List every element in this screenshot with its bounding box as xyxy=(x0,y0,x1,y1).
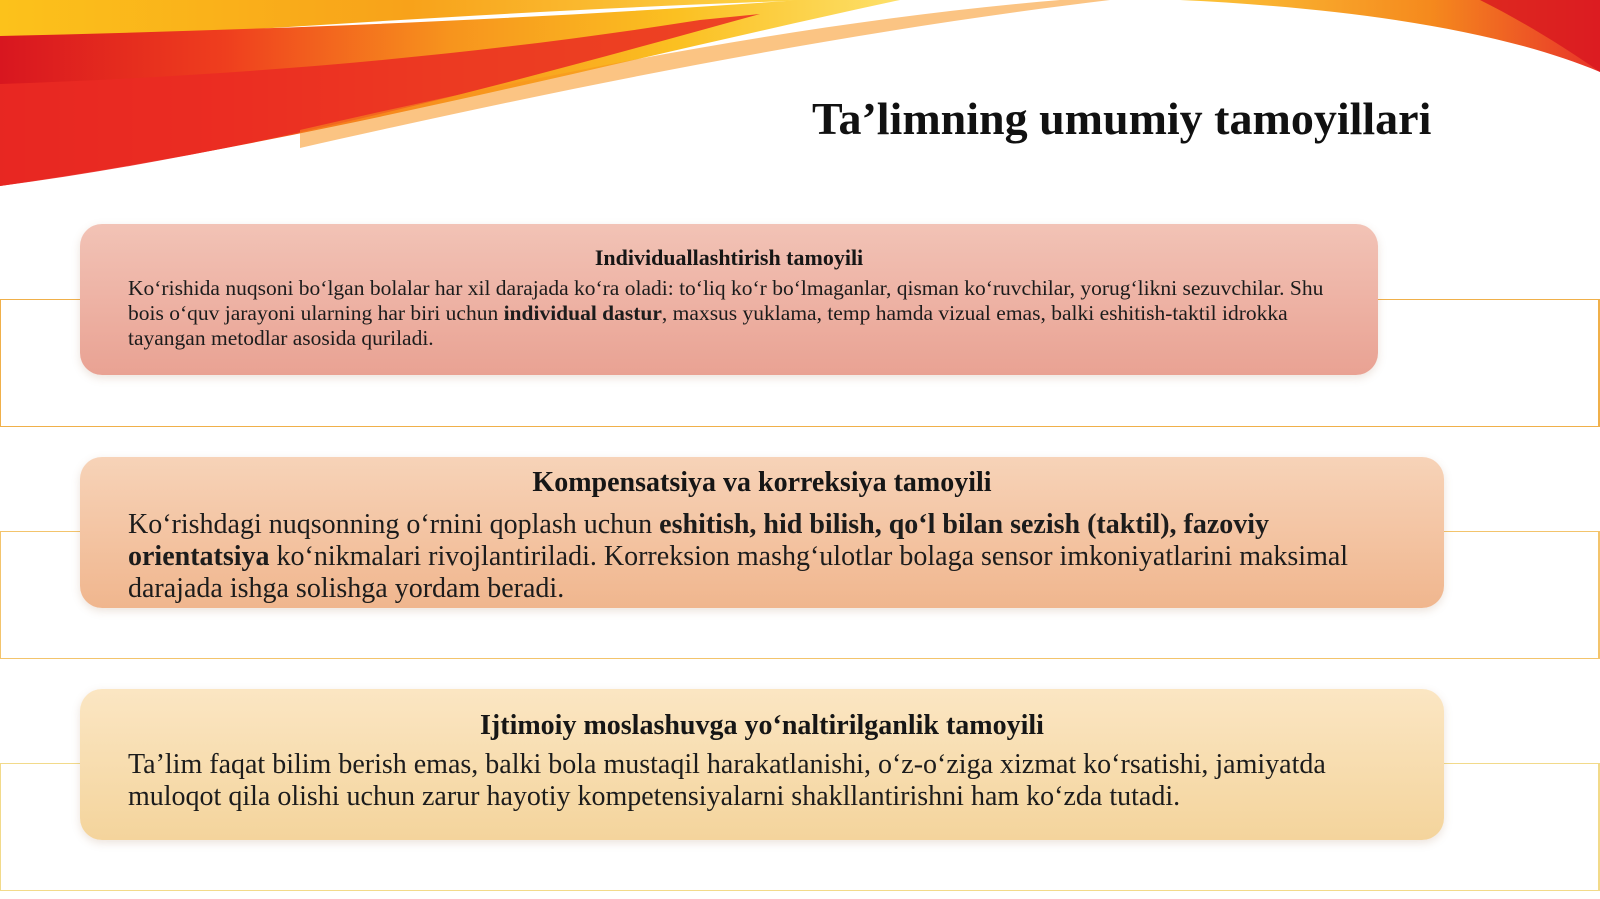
principle-description xyxy=(128,509,1396,605)
slide-title: Ta’limning umumiy tamoyillari xyxy=(812,93,1432,144)
principle-description: Ta’lim faqat bilim berish emas, balki bola mustaqil harakatlanishi, o‘z-o‘ziga xizmat ko‘rsatishi, jamiyatda muloqot qila olishi uchun zarur hayotiy kompetensiyalarni shakllantirishni ham ko‘zda tutadi. xyxy=(128,749,1326,812)
description-text: Ko‘rishdagi nuqsonning o‘rnini qoplash uchun xyxy=(128,509,660,540)
principle-description xyxy=(128,276,1330,351)
description-text: Ko‘rishida nuqsoni bo‘lgan bolalar har xil darajada ko‘ra oladi: to‘liq ko‘r bo‘lmaganlar, qisman ko‘ruvchilar, yorug‘likni sezuvchilar. Shu bois o‘quv jarayoni ularning har biri uchun xyxy=(128,276,1324,325)
description-text: , maxsus yuklama, temp hamda vizual emas, balki eshitish-taktil idrokka tayangan metodlar asosida quriladi. xyxy=(128,301,1288,350)
principle-heading: Ijtimoiy moslashuvga yo‘naltirilganlik tamoyili xyxy=(480,710,1044,741)
principle-heading: Individuallashtirish tamoyili xyxy=(594,245,864,270)
description-text: ko‘nikmalari rivojlantiriladi. Korreksion mashg‘ulotlar bolaga sensor imkoniyatlarini maksimal darajada ishga solishga yordam beradi. xyxy=(128,541,1349,604)
principle-heading: Kompensatsiya va korreksiya tamoyili xyxy=(532,467,992,498)
principle-card-compensation xyxy=(80,457,1444,608)
description-emphasis: individual dastur xyxy=(503,301,662,325)
principle-card-individualization xyxy=(80,224,1378,375)
description-emphasis: eshitish, hid bilish, qo‘l bilan sezish (taktil), fazoviy orientatsiya xyxy=(128,509,1270,572)
principle-card-social-adaptation xyxy=(80,689,1444,840)
